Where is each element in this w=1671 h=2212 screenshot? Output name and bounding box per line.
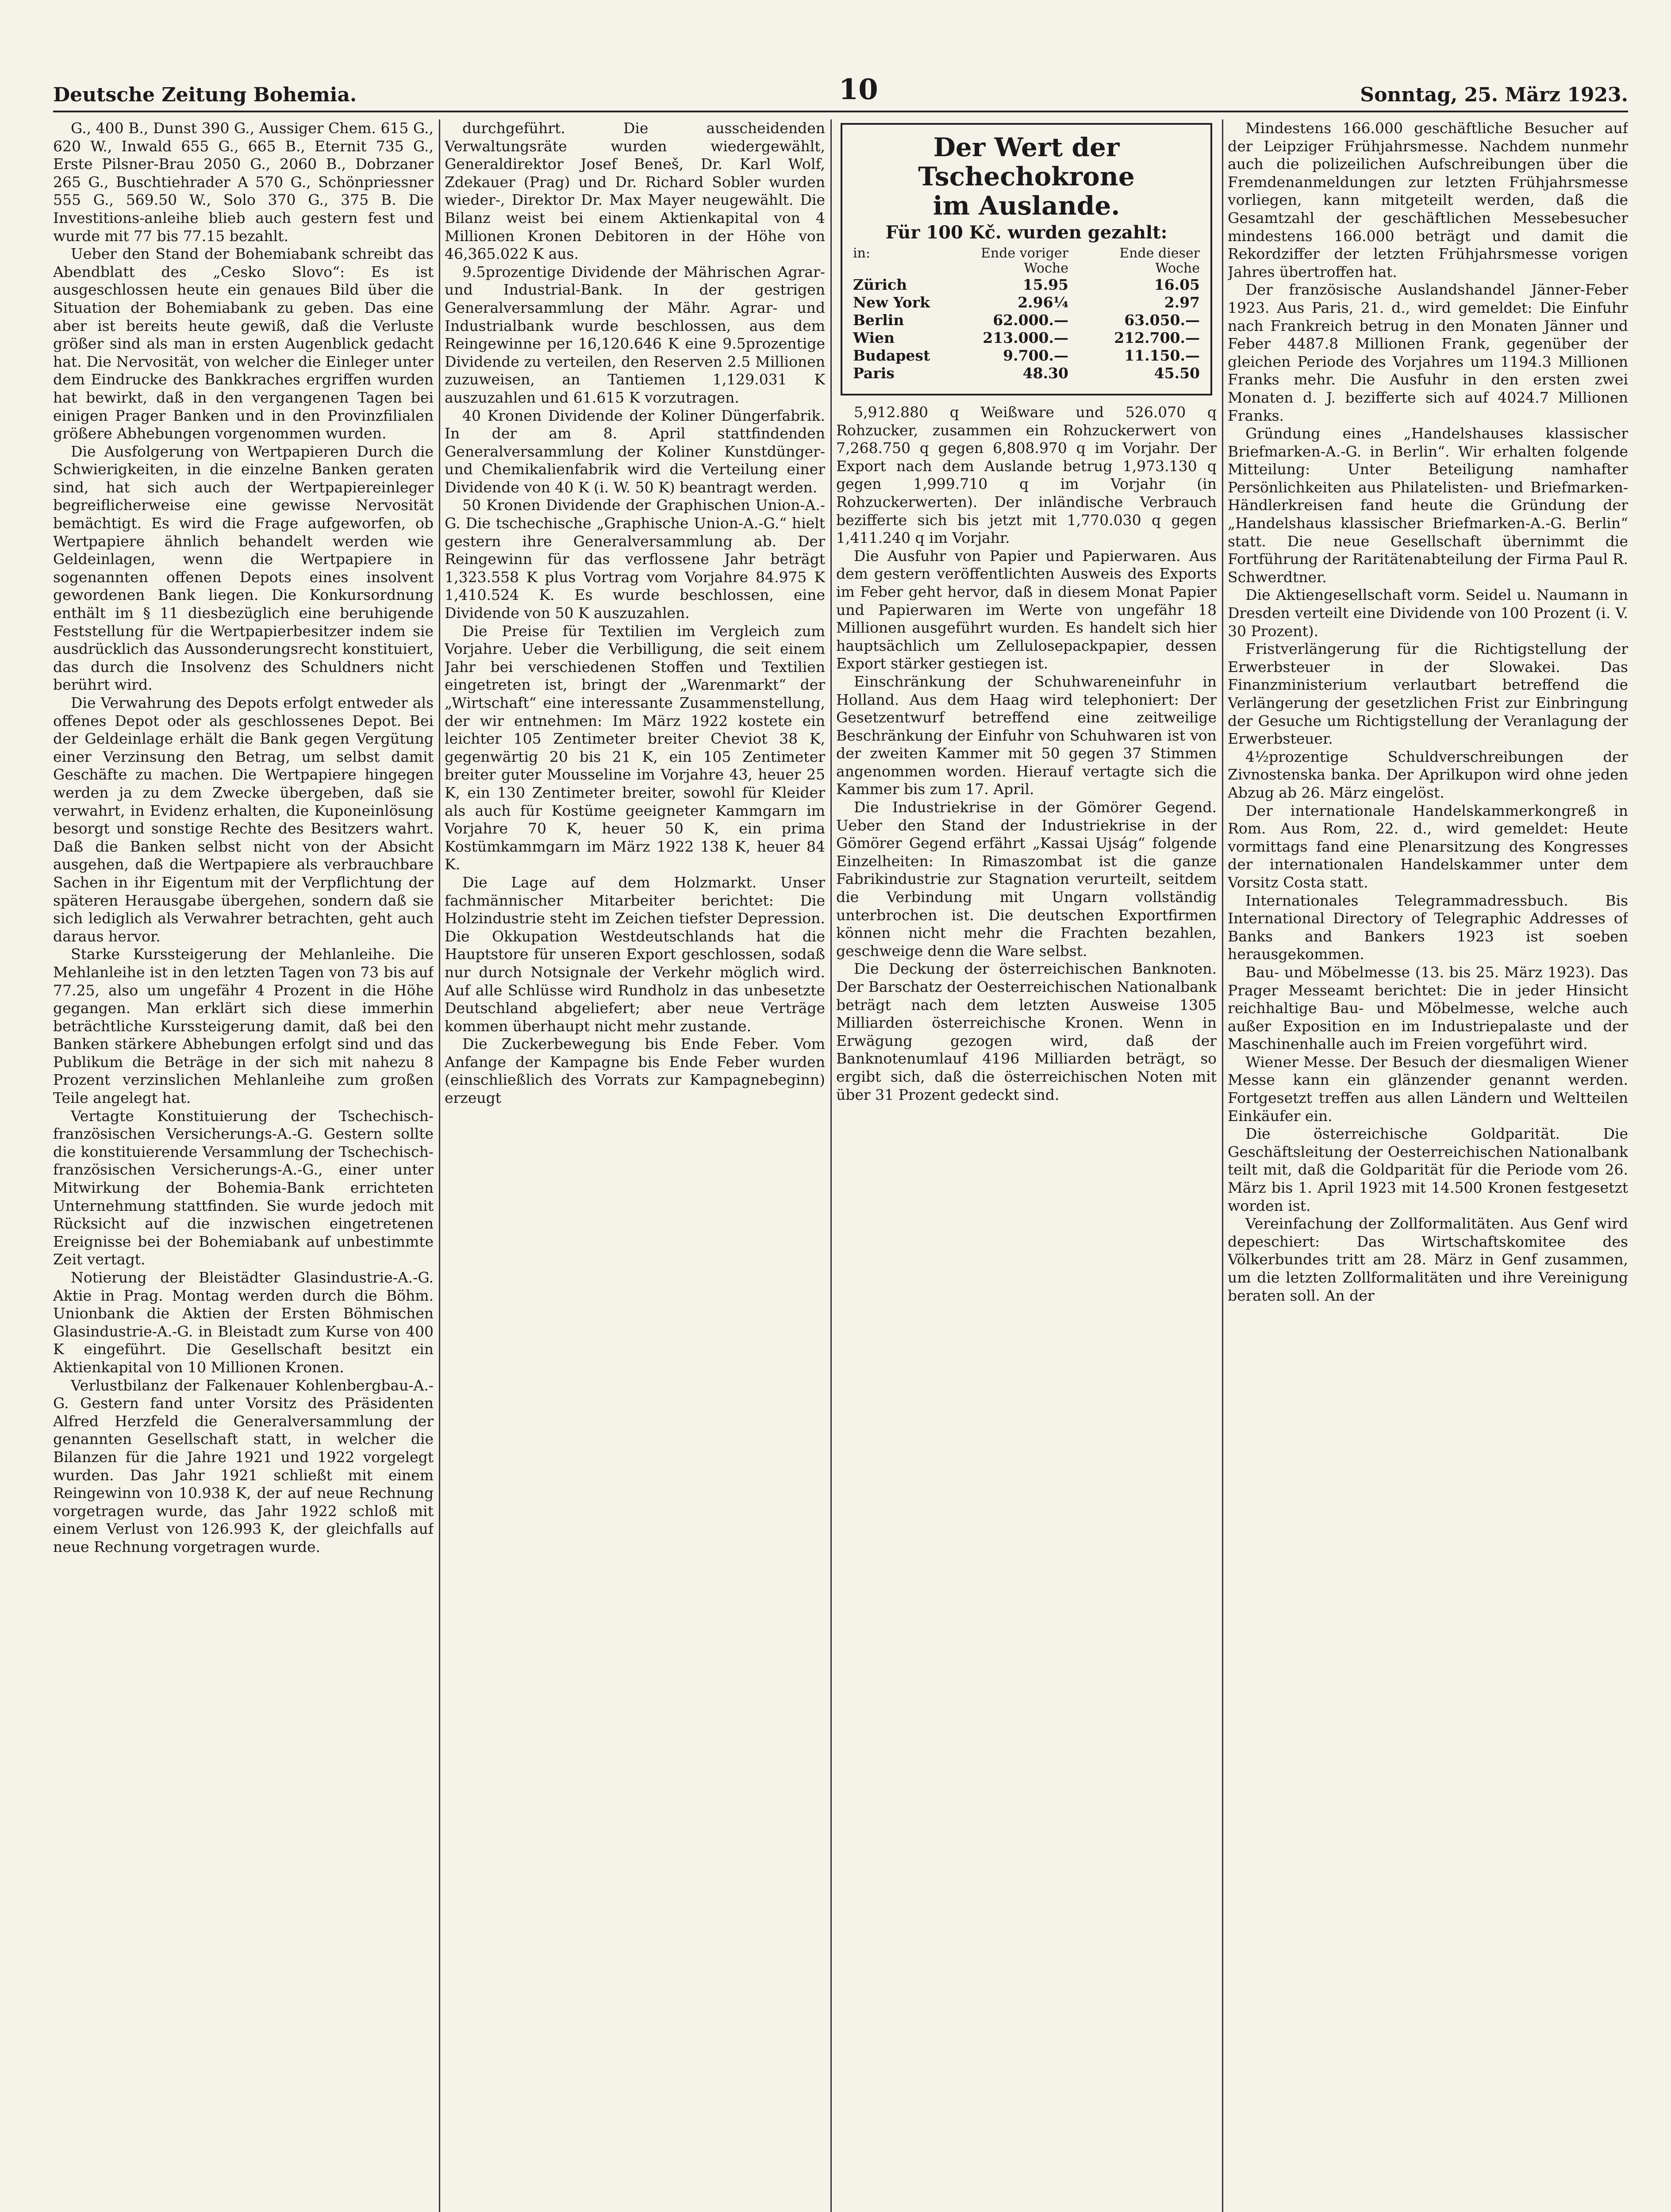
rate-row	[853, 294, 1200, 311]
column-1	[53, 119, 434, 2212]
article-paragraph: Die Ausfuhr von Papier und Papierwaren. Aus dem gestern veröffentlichten Ausweis des Exports im Feber geht hervor, daß in diesem Monat Papier und Papierwaren im Werte von ungefähr 18 Millionen ausgeführt wurden. Es handelt sich hier hauptsächlich um Zellulosepackpapier, dessen Export stärker gestiegen ist.	[836, 547, 1217, 672]
article-paragraph: Die Deckung der österreichischen Banknoten. Der Barschatz der Oesterreichischen Nationalbank beträgt nach dem letzten Ausweise 1305 Milliarden österreichische Kronen. Wenn in Erwägung gezogen wird, daß der Banknotenumlauf 4196 Milliarden beträgt, so ergibt sich, daß die österreichischen Noten mit über 31 Prozent gedeckt sind.	[836, 960, 1217, 1103]
rate-this: 45.50	[1154, 365, 1200, 382]
masthead-title: Deutsche Zeitung Bohemia.	[53, 84, 357, 106]
rate-this: 2.97	[1164, 294, 1200, 311]
article-paragraph: Die Preise für Textilien im Vergleich zum Vorjahre. Ueber die Verbilligung, die seit einem Jahr bei verschiedenen Stoffen und Textilien eingetreten ist, bringt der „Warenmarkt“ der „Wirtschaft“ eine interessante Zusammenstellung, der wir entnehmen: Im März 1922 kostete ein leichter 105 Zentimeter breiter Cheviot 38 K, gegenwärtig 20 bis 21 K, ein 105 Zentimeter breiter guter Mousseline im Vorjahre 43, heuer 25 K, ein 130 Zentimeter breiter, sowohl für Kleider als auch für Kostüme geeigneter Kammgarn im Vorjahre 70 K, heuer 50 K, ein prima Kostümkammgarn im März 1922 138 K, heuer 84 K.	[445, 622, 825, 873]
rate-row	[853, 365, 1200, 382]
rate-prev: 62.000.—	[993, 311, 1068, 329]
article-paragraph: G., 400 B., Dunst 390 G., Aussiger Chem. 615 G., 620 W., Inwald 655 G., 665 B., Eternit 735 G., Erste Pilsner-Brau 2050 G., 2060 B., Dobrzaner 265 G., Buschtiehrader A 570 G., Schönpriessner 555 G., 569.50 W., Solo 370 G., 375 B. Die Investitions-anleihe blieb auch gestern fest und wurde mit 77 bis 77.15 bezahlt.	[53, 119, 434, 245]
rate-prev: 2.96¼	[1018, 294, 1068, 311]
article-paragraph: Einschränkung der Schuhwareneinfuhr in Holland. Aus dem Haag wird telephoniert: Der Gesetzentwurf betreffend eine zeitweilige Beschränkung der Einfuhr von Schuhwaren ist von der zweiten Kammer mit 50 gegen 37 Stimmen angenommen worden. Hierauf vertagte sich die Kammer bis zum 17. April.	[836, 672, 1217, 798]
box-title-line-1: Der Wert der Tschechokrone	[918, 132, 1135, 192]
rate-place: Budapest	[853, 347, 930, 364]
article-paragraph: Notierung der Bleistädter Glasindustrie-A.-G. Aktie in Prag. Montag werden durch die Böhm. Unionbank die Aktien der Ersten Böhmischen Glasindustrie-A.-G. in Bleistadt zum Kurse von 400 K eingeführt. Die Gesellschaft besitzt ein Aktienkapital von 10 Millionen Kronen.	[53, 1269, 434, 1376]
box-subtitle: Für 100 Kč. wurden gezahlt:	[885, 222, 1168, 243]
rate-prev: 213.000.—	[983, 329, 1068, 346]
article-paragraph: Die Lage auf dem Holzmarkt. Unser fachmännischer Mitarbeiter berichtet: Die Holzindustrie steht im Zeichen tiefster Depression. Die Okkupation Westdeutschlands hat die Hauptstore für unseren Export geschlossen, sodaß nur durch Notsignale der Verkehr möglich wird. Auf alle Schlüsse wird Rundholz in das unbesetzte Deutschland abgeliefert; aber neue Verträge kommen überhaupt nicht mehr zustande.	[445, 873, 825, 1035]
article-paragraph: Fristverlängerung für die Richtigstellung der Erwerbsteuer in der Slowakei. Das Finanzministerium verlautbart betreffend die Verlängerung der gesetzlichen Frist zur Einbringung der Gesuche um Richtigstellung der Veranlagung der Erwerbsteuer.	[1228, 640, 1628, 748]
rate-place: Zürich	[853, 276, 907, 293]
column-divider	[830, 119, 832, 2212]
article-paragraph: Internationales Telegrammadressbuch. Bis International Directory of Telegraphic Addresses of Banks and Bankers 1923 ist soeben herausgekommen.	[1228, 891, 1628, 963]
rate-this: 11.150.—	[1124, 347, 1200, 364]
page-number: 10	[838, 73, 878, 106]
rate-place: Berlin	[853, 311, 904, 329]
rate-this: 212.700.—	[1114, 329, 1200, 346]
rate-place: Wien	[853, 329, 895, 346]
article-paragraph: Gründung eines „Handelshauses klassischer Briefmarken-A.-G. in Berlin“. Wir erhalten folgende Mitteilung: Unter Beteiligung namhafter Persönlichkeiten aus Philatelisten- und Briefmarken-Händlerkreisen fand heute die Gründung der „Handelshaus klassischer Briefmarken-A.-G. Berlin“ statt. Die neue Gesellschaft übernimmt die Fortführung der Raritätenabteilung der Firma Paul R. Schwerdtner.	[1228, 425, 1628, 586]
page-header	[53, 66, 1628, 106]
rate-this: 16.05	[1154, 276, 1200, 293]
rate-prev: 15.95	[1022, 276, 1068, 293]
article-paragraph: 40 Kronen Dividende der Koliner Düngerfabrik. In der am 8. April stattfindenden Generalversammlung der Koliner Kunstdünger- und Chemikalienfabrik wird die Verteilung einer Dividende von 40 K (i. W. 50 K) beantragt werden.	[445, 407, 825, 496]
article-paragraph: Ueber den Stand der Bohemiabank schreibt das Abendblatt des „Cesko Slovo“: Es ist ausgeschlossen heute ein genaues Bild über die Situation der Bohemiabank zu geben. Das eine aber ist bereits heute gewiß, daß die Verluste größer sind als man in ersten Augenblick gedacht hat. Die Nervosität, von welcher die Einleger unter dem Eindrucke des Bankkraches ergriffen wurden hat bewirkt, daß in den vergangenen Tagen bei einigen Prager Banken und in den Provinzfilialen größere Abhebungen vorgenommen wurden.	[53, 245, 434, 442]
article-paragraph: Verlustbilanz der Falkenauer Kohlenbergbau-A.-G. Gestern fand unter Vorsitz des Präsidenten Alfred Herzfeld die Generalversammlung der genannten Gesellschaft statt, in welcher die Bilanzen für die Jahre 1921 und 1922 vorgelegt wurden. Das Jahr 1921 schließt mit einem Reingewinn von 10.938 K, der auf neue Rechnung vorgetragen wurde, das Jahr 1922 schloß mit einem Verlust von 126.993 K, der gleichfalls auf neue Rechnung vorgetragen wurde.	[53, 1376, 434, 1555]
col-this-header: Ende dieser Woche	[1119, 246, 1200, 276]
column-divider	[1222, 119, 1223, 2212]
article-paragraph: Die Ausfolgerung von Wertpapieren Durch die Schwierigkeiten, in die einzelne Banken geraten sind, hat sich auch der Wertpapiereinleger begreiflicherweise eine gewisse Nervosität bemächtigt. Es wird die Frage aufgeworfen, ob Wertpapiere ähnlich behandelt werden wie Geldeinlagen, wenn die Wertpapiere in sogenannten offenen Depots eines insolvent gewordenen Bank liegen. Die Konkursordnung enthält im § 11 diesbezüglich eine beruhigende Feststellung für die Wertpapierbesitzer indem sie ausdrücklich das Aussonderungsrecht konstituiert, das durch die Insolvenz des Schuldners nicht berührt wird.	[53, 442, 434, 694]
header-rule	[53, 111, 1628, 112]
column-3	[836, 119, 1217, 2212]
column-2	[445, 119, 825, 2212]
article-paragraph: durchgeführt. Die ausscheidenden Verwaltungsräte wurden wiedergewählt, Generaldirektor Josef Beneš, Dr. Karl Wolf, Zdekauer (Prag) und Dr. Richard Sobler wurden wieder-, Direktor Dr. Max Mayer neugewählt. Die Bilanz weist bei einem Aktienkapital von 4 Millionen Kronen Debitoren in der Höhe von 46,365.022 K aus.	[445, 119, 825, 263]
rate-place: Paris	[853, 365, 895, 382]
article-paragraph: Vereinfachung der Zollformalitäten. Aus Genf wird depeschiert: Das Wirtschaftskomitee des Völkerbundes tritt am 28. März in Genf zusammen, um die letzten Zollformalitäten und ihre Vereinigung beraten soll. An der	[1228, 1215, 1628, 1304]
article-paragraph: 5,912.880 q Weißware und 526.070 q Rohzucker, zusammen ein Rohzuckerwert von 7,268.750 q gegen 6,808.970 q im Vorjahr. Der Export nach dem Auslande betrug 1,973.130 q gegen 1,999.710 q im Vorjahr (in Rohzuckerwerten). Der inländische Verbrauch bezifferte sich bis jetzt mit 1,770.030 q gegen 1,411.240 q im Vorjahr.	[836, 403, 1217, 547]
rate-row	[853, 329, 1200, 347]
rate-table-header	[853, 246, 1200, 276]
issue-date: Sonntag, 25. März 1923.	[1360, 84, 1628, 106]
rate-row	[853, 276, 1200, 294]
currency-rate-box	[841, 123, 1212, 396]
box-title-line-2: im Auslande.	[933, 191, 1120, 221]
article-paragraph: Die österreichische Goldparität. Die Geschäftsleitung der Oesterreichischen Nationalbank teilt mit, daß die Goldparität für die Periode vom 26. März bis 1. April 1923 mit 14.500 Kronen festgesetzt worden ist.	[1228, 1125, 1628, 1214]
col-place-header: in:	[853, 246, 871, 261]
article-paragraph: 4½prozentige Schuldverschreibungen der Zivnostenska banka. Der Aprilkupon wird ohne jeden Abzug ab 26. März eingelöst.	[1228, 748, 1628, 801]
rate-this: 63.050.—	[1124, 311, 1200, 329]
article-paragraph: Wiener Messe. Der Besuch der diesmaligen Wiener Messe kann ein glänzender genannt werden. Fortgesetzt treffen aus allen Ländern und Weltteilen Einkäufer ein.	[1228, 1053, 1628, 1125]
article-paragraph: 50 Kronen Dividende der Graphischen Union-A.-G. Die tschechische „Graphische Union-A.-G.“ hielt gestern ihre Generalversammlung ab. Der Reingewinn für das verflossene Jahr beträgt 1,323.558 K plus Vortrag vom Vorjahre 84.975 K 1,410.524 K. Es wurde beschlossen, eine Dividende von 50 K auszuzahlen.	[445, 496, 825, 622]
article-paragraph: Vertagte Konstituierung der Tschechisch-französischen Versicherungs-A.-G. Gestern sollte die konstituierende Versammlung der Tschechisch-französischen Versicherungs-A.-G., einer unter Mitwirkung der Bohemia-Bank errichteten Unternehmung stattfinden. Sie wurde jedoch mit Rücksicht auf die inzwischen eingetretenen Ereignisse bei der Bohemiabank auf unbestimmte Zeit vertagt.	[53, 1107, 434, 1268]
rate-prev: 9.700.—	[1003, 347, 1068, 364]
article-paragraph: Der internationale Handelskammerkongreß in Rom. Aus Rom, 22. d., wird gemeldet: Heute vormittags fand eine Plenarsitzung des Kongresses der internationalen Handelskammer unter dem Vorsitz Costa statt.	[1228, 802, 1628, 891]
article-paragraph: Die Zuckerbewegung bis Ende Feber. Vom Anfange der Kampagne bis Ende Feber wurden (einschließlich des Vorrats zur Kampagnebeginn) erzeugt	[445, 1035, 825, 1107]
article-paragraph: Die Verwahrung des Depots erfolgt entweder als offenes Depot oder als geschlossenes Depot. Bei der Geldeinlage erhält die Bank gegen Vergütung einer Verzinsung den Betrag, um selbst damit Geschäfte zu machen. Die Wertpapiere hingegen werden ja zu dem Zwecke übergeben, daß sie verwahrt, in Evidenz erhalten, die Kuponeinlösung besorgt und sonstige Rechte des Besitzers wahrt. Daß die Banken selbst nicht von der Absicht ausgehen, daß die Wertpapiere als verbrauchbare Sachen in ihr Eigentum mit der Verpflichtung der späteren Herausgabe übergehen, sondern daß sie sich lediglich als Verwahrer betrachten, geht auch daraus hervor.	[53, 694, 434, 945]
col-prev-header: Ende voriger Woche	[981, 246, 1068, 276]
rate-prev: 48.30	[1022, 365, 1068, 382]
rate-row	[853, 347, 1200, 365]
column-divider	[439, 119, 440, 2212]
article-paragraph: Die Aktiengesellschaft vorm. Seidel u. Naumann in Dresden verteilt eine Dividende von 100 Prozent (i. V. 30 Prozent).	[1228, 586, 1628, 640]
article-paragraph: 9.5prozentige Dividende der Mährischen Agrar- und Industrial-Bank. In der gestrigen Generalversammlung der Mähr. Agrar- und Industrialbank wurde beschlossen, aus dem Reingewinne per 16,120.646 K eine 9.5prozentige Dividende zu verteilen, den Reserven 2.5 Millionen zuzuweisen, an Tantiemen 1,129.031 K auszuzahlen und 61.615 K vorzutragen.	[445, 263, 825, 406]
article-paragraph: Bau- und Möbelmesse (13. bis 25. März 1923). Das Prager Messeamt berichtet: Die in jeder Hinsicht reichhaltige Bau- und Möbelmesse, welche auch außer Exposition en im Industriepalaste und der Maschinenhalle auch im Freien vorgeführt wird.	[1228, 963, 1628, 1053]
article-paragraph: Starke Kurssteigerung der Mehlanleihe. Die Mehlanleihe ist in den letzten Tagen von 73 bis auf 77.25, also um ungefähr 4 Prozent in die Höhe gegangen. Man erklärt sich diese immerhin beträchtliche Kurssteigerung damit, daß bei den Banken stärkere Abhebungen erfolgt sind und das Publikum die Beträge in der sich mit nahezu 8 Prozent verzinslichen Mehlanleihe zum großen Teile angelegt hat.	[53, 945, 434, 1107]
column-4	[1228, 119, 1628, 2212]
article-paragraph: Die Industriekrise in der Gömörer Gegend. Ueber den Stand der Industriekrise in der Gömörer Gegend erfährt „Kassai Ujság“ folgende Einzelheiten: In Rimaszombat ist die ganze Fabrikindustrie zur Stagnation verurteilt, seitdem die Verbindung mit Ungarn vollständig unterbrochen ist. Die deutschen Exportfirmen können nicht mehr die Frachten bezahlen, geschweige denn die Ware selbst.	[836, 799, 1217, 960]
rate-row	[853, 311, 1200, 329]
rate-place: New York	[853, 294, 930, 311]
article-paragraph: Mindestens 166.000 geschäftliche Besucher auf der Leipziger Frühjahrsmesse. Nachdem nunmehr auch die polizeilichen Aufschreibungen über die Fremdenanmeldungen zur letzten Frühjahrsmesse vorliegen, kann mitgeteilt werden, daß die Gesamtzahl der geschäftlichen Messebesucher mindestens 166.000 beträgt und damit die Rekordziffer der letzten Frühjahrsmesse vorigen Jahres übertroffen hat.	[1228, 119, 1628, 280]
article-paragraph: Der französische Auslandshandel Jänner-Feber 1923. Aus Paris, 21. d., wird gemeldet: Die Einfuhr nach Frankreich betrug in den Monaten Jänner und Feber 4487.8 Millionen Frank, gegenüber der gleichen Periode des Vorjahres um 1194.3 Millionen Franks mehr. Die Ausfuhr in den ersten zwei Monaten d. J. bezifferte sich auf 4024.7 Millionen Franks.	[1228, 281, 1628, 424]
